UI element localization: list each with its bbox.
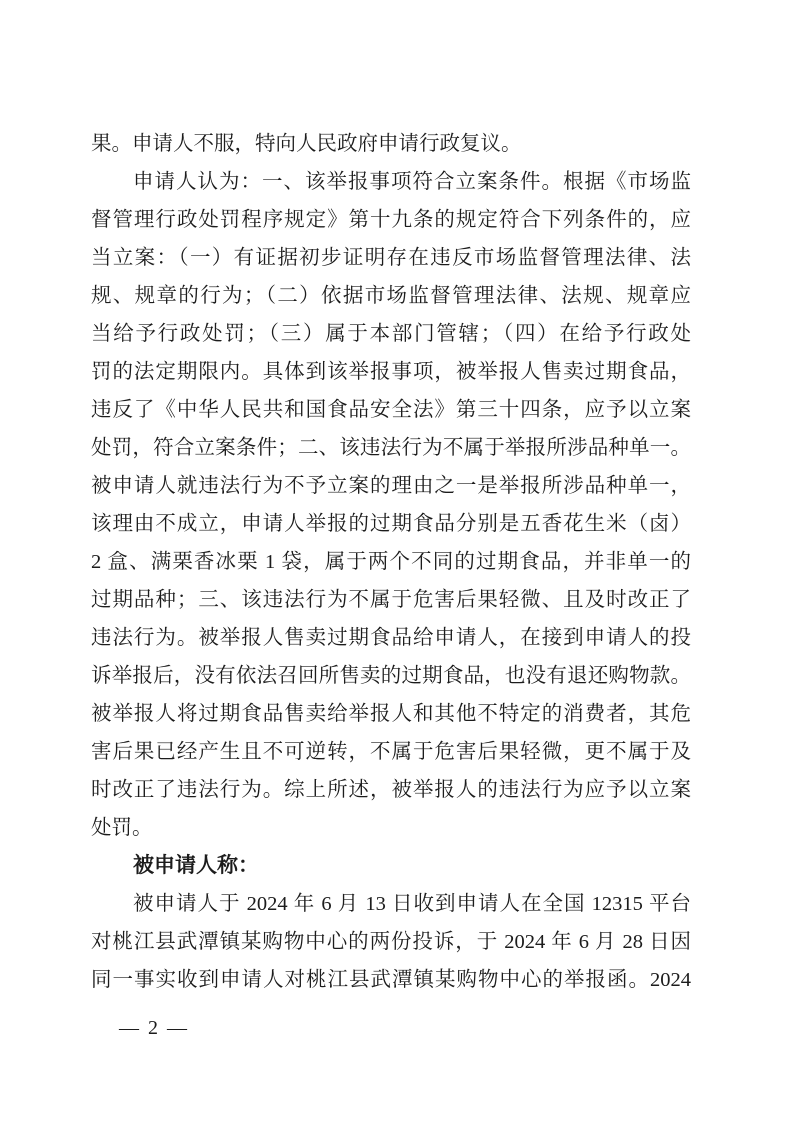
applicant-opinion-paragraph-line: 该理由不成立，申请人举报的过期食品分别是五香花生米（卤）: [91, 513, 691, 535]
applicant-opinion-paragraph-line: 当给予行政处罚；（三）属于本部门管辖；（四）在给予行政处: [91, 323, 691, 345]
applicant-opinion-paragraph-line: 罚的法定期限内。具体到该举报事项，被举报人售卖过期食品，: [91, 361, 691, 383]
applicant-opinion-paragraph-line: 时改正了违法行为。综上所述，被举报人的违法行为应予以立案: [91, 779, 691, 801]
applicant-opinion-paragraph-line: 申请人认为：一、该举报事项符合立案条件。根据《市场监: [133, 171, 691, 193]
applicant-opinion-paragraph-line: 被举报人将过期食品售卖给举报人和其他不特定的消费者，其危: [91, 703, 691, 725]
applicant-opinion-paragraph-line: 违法行为。被举报人售卖过期食品给申请人，在接到申请人的投: [91, 627, 691, 649]
respondent-statement-paragraph-line: 被申请人于 2024 年 6 月 13 日收到申请人在全国 12315 平台: [133, 893, 691, 915]
applicant-opinion-paragraph-line: 违反了《中华人民共和国食品安全法》第三十四条，应予以立案: [91, 399, 691, 421]
continuation-paragraph-line: 果。申请人不服，特向人民政府申请行政复议。: [91, 133, 522, 155]
applicant-opinion-paragraph-line: 诉举报后，没有依法召回所售卖的过期食品，也没有退还购物款。: [91, 665, 691, 687]
applicant-opinion-paragraph-line: 处罚，符合立案条件；二、该违法行为不属于举报所涉品种单一。: [91, 437, 691, 459]
respondent-heading-line: 被申请人称：: [133, 854, 259, 877]
applicant-opinion-paragraph-line: 被申请人就违法行为不予立案的理由之一是举报所涉品种单一，: [91, 475, 691, 497]
applicant-opinion-paragraph-line: 害后果已经产生且不可逆转，不属于危害后果轻微，更不属于及: [91, 741, 691, 763]
applicant-opinion-paragraph-line: 当立案：（一）有证据初步证明存在违反市场监督管理法律、法: [91, 247, 691, 269]
document-body: [91, 125, 691, 999]
respondent-statement-paragraph-line: 同一事实收到申请人对桃江县武潭镇某购物中心的举报函。2024: [91, 969, 691, 991]
applicant-opinion-paragraph-line: 2 盒、满栗香冰栗 1 袋，属于两个不同的过期食品，并非单一的: [91, 551, 691, 573]
applicant-opinion-paragraph-line: 督管理行政处罚程序规定》第十九条的规定符合下列条件的，应: [91, 209, 691, 231]
applicant-opinion-paragraph-line: 规、规章的行为；（二）依据市场监督管理法律、法规、规章应: [91, 285, 691, 307]
applicant-opinion-paragraph-line: 过期品种；三、该违法行为不属于危害后果轻微、且及时改正了: [91, 589, 691, 611]
applicant-opinion-paragraph-line: 处罚。: [91, 817, 153, 839]
respondent-statement-paragraph-line: 对桃江县武潭镇某购物中心的两份投诉，于 2024 年 6 月 28 日因: [91, 931, 691, 953]
page-number: — 2 —: [119, 1017, 189, 1039]
